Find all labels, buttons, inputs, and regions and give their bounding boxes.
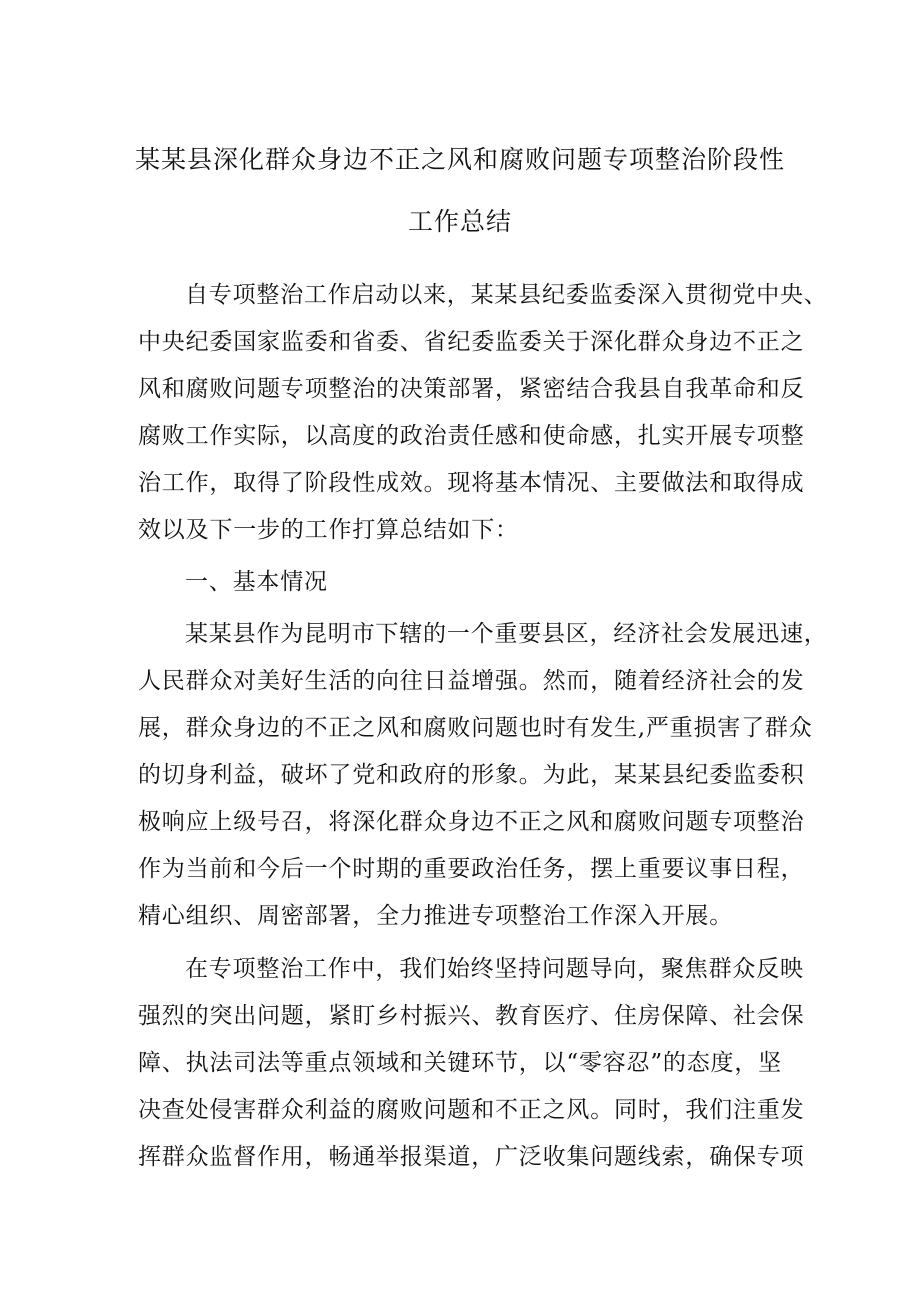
paragraph-line: 某某县作为昆明市下辖的一个重要县区，经济社会发展迅速， — [185, 621, 828, 647]
paragraph-line: 自专项整治工作启动以来，某某县纪委监委深入贯彻党中央、 — [185, 282, 828, 308]
paragraph-line: 展，群众身边的不正之风和腐败问题也时有发生,严重损害了群众 — [138, 715, 813, 741]
paragraph-line: 中央纪委国家监委和省委、省纪委监委关于深化群众身边不正之 — [138, 329, 805, 355]
document-title-line-2: 工作总结 — [407, 207, 512, 236]
paragraph-line: 风和腐败问题专项整治的决策部署，紧密结合我县自我革命和反 — [138, 376, 805, 402]
paragraph-line: 在专项整治工作中，我们始终坚持问题导向，聚焦群众反映 — [185, 956, 804, 982]
paragraph-line: 精心组织、周密部署，全力推进专项整治工作深入开展。 — [138, 903, 733, 929]
document-title-line-1: 某某县深化群众身边不正之风和腐败问题专项整治阶段性 — [134, 145, 785, 174]
paragraph-line: 极响应上级号召，将深化群众身边不正之风和腐败问题专项整治 — [138, 809, 805, 835]
paragraph-line: 强烈的突出问题，紧盯乡村振兴、教育医疗、住房保障、社会保 — [138, 1003, 805, 1029]
paragraph-line: 挥群众监督作用，畅通举报渠道，广泛收集问题线索，确保专项 — [138, 1144, 805, 1170]
paragraph-line: 人民群众对美好生活的向往日益增强。然而，随着经济社会的发 — [138, 668, 805, 694]
paragraph-line: 作为当前和今后一个时期的重要政治任务，摆上重要议事日程， — [138, 856, 805, 882]
paragraph-line: 腐败工作实际，以高度的政治责任感和使命感，扎实开展专项整 — [138, 423, 805, 449]
paragraph-line: 治工作，取得了阶段性成效。现将基本情况、主要做法和取得成 — [138, 470, 805, 496]
paragraph-line: 决查处侵害群众利益的腐败问题和不正之风。同时，我们注重发 — [138, 1097, 805, 1123]
paragraph-line: 障、执法司法等重点领域和关键环节，以“零容忍”的态度，坚 — [138, 1050, 782, 1076]
paragraph-line: 效以及下一步的工作打算总结如下： — [138, 517, 519, 543]
section-heading: 一、基本情况 — [185, 569, 328, 595]
paragraph-line: 的切身利益，破坏了党和政府的形象。为此，某某县纪委监委积 — [138, 762, 805, 788]
